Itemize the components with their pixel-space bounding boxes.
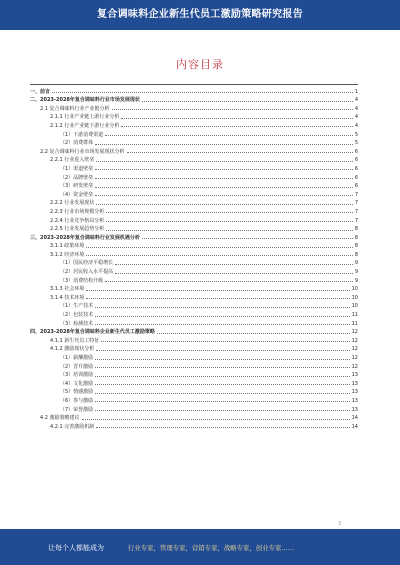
toc-leader-dots — [95, 187, 353, 188]
toc-entry-page: 13 — [351, 406, 358, 413]
toc-leader-dots — [95, 376, 349, 377]
toc-leader-dots — [106, 221, 353, 222]
toc-entry[interactable] — [30, 335, 358, 344]
toc-entry[interactable] — [30, 215, 358, 224]
toc-entry-page: 13 — [351, 389, 358, 396]
toc-leader-dots — [96, 427, 349, 428]
toc-entry-title: 2.2.3 行业市场规模分析 — [50, 208, 105, 215]
footer-roles: 行业专家，管理专家，营销专家，战略专家，创业专家…… — [128, 544, 295, 552]
toc-entry-page: 6 — [354, 183, 358, 190]
toc-leader-dots — [95, 367, 349, 368]
toc-entry[interactable] — [30, 395, 358, 404]
toc-entry-title: 3.1.3 社会环境 — [50, 286, 85, 293]
toc-entry-title: 2.1 复合调味料行业产业链分析 — [40, 105, 110, 112]
toc-leader-dots — [115, 273, 353, 274]
toc-entry[interactable] — [30, 361, 358, 370]
toc-entry-title: 2.2.1 行业进入壁垒 — [50, 157, 95, 164]
toc-leader-dots — [95, 169, 353, 170]
toc-entry-title: 三、2023-2028年复合调味料行业发展机遇分析 — [30, 234, 140, 241]
toc-entry-page: 14 — [351, 423, 358, 430]
toc-entry-page: 8 — [354, 226, 358, 233]
toc-leader-dots — [105, 281, 353, 282]
toc-entry-page: 7 — [354, 217, 358, 224]
toc-entry[interactable] — [30, 249, 358, 258]
toc-leader-dots — [95, 393, 349, 394]
toc-entry-title: 2.1.2 行业产业链下游行业分析 — [50, 122, 120, 129]
toc-entry[interactable] — [30, 301, 358, 310]
toc-entry[interactable] — [30, 86, 358, 95]
toc-entry-page: 6 — [354, 157, 358, 164]
toc-entry[interactable] — [30, 421, 358, 430]
toc-entry-title: （3）研发壁垒 — [60, 183, 94, 190]
toc-leader-dots — [95, 144, 353, 145]
toc-entry-title: （4）资金壁垒 — [60, 191, 94, 198]
toc-entry-title: （2）消费群体 — [60, 140, 94, 147]
toc-entry[interactable] — [30, 370, 358, 379]
toc-leader-dots — [101, 341, 349, 342]
footer-slogan: 让每个人都能成为 — [48, 544, 104, 552]
toc-entry-page: 4 — [354, 122, 358, 129]
toc-entry-page: 9 — [354, 277, 358, 284]
toc-leader-dots — [95, 178, 353, 179]
toc-entry-page: 12 — [351, 363, 358, 370]
toc-entry-title: 2.2 复合调味料行业市场发展现状分析 — [40, 148, 125, 155]
toc-leader-dots — [96, 350, 349, 351]
toc-entry-page: 11 — [351, 320, 358, 327]
toc-entry-title: （4）文化激励 — [60, 380, 94, 387]
toc-entry-title: 四、2023-2028年复合调味料企业新生代员工激励策略 — [30, 329, 155, 336]
toc-entry[interactable] — [30, 318, 358, 327]
toc-entry-page: 10 — [351, 303, 358, 310]
toc-entry[interactable] — [30, 284, 358, 293]
toc-entry-page: 8 — [354, 251, 358, 258]
toc-entry[interactable] — [30, 387, 358, 396]
toc-leader-dots — [52, 92, 353, 93]
toc-entry[interactable] — [30, 112, 358, 121]
toc-entry-page: 6 — [354, 148, 358, 155]
toc-entry[interactable] — [30, 155, 358, 164]
toc-entry-title: （2）包装技术 — [60, 312, 94, 319]
toc-entry[interactable] — [30, 103, 358, 112]
toc-entry-page: 10 — [351, 294, 358, 301]
toc-entry-title: （1）渠道壁垒 — [60, 165, 94, 172]
toc-entry[interactable] — [30, 172, 358, 181]
toc-entry-page: 12 — [351, 329, 358, 336]
toc-leader-dots — [112, 109, 353, 110]
page-number: 3 — [338, 521, 342, 527]
toc-entry[interactable] — [30, 258, 358, 267]
toc-leader-dots — [115, 264, 353, 265]
table-of-contents — [30, 86, 358, 430]
toc-leader-dots — [86, 298, 349, 299]
toc-entry-title: （1）生产技术 — [60, 303, 94, 310]
toc-entry[interactable] — [30, 275, 358, 284]
toc-entry-title: （5）情感激励 — [60, 389, 94, 396]
toc-entry[interactable] — [30, 189, 358, 198]
toc-entry-page: 6 — [354, 174, 358, 181]
toc-entry[interactable] — [30, 344, 358, 353]
toc-entry[interactable] — [30, 120, 358, 129]
toc-entry[interactable] — [30, 241, 358, 250]
toc-leader-dots — [96, 161, 353, 162]
toc-leader-dots — [82, 419, 350, 420]
toc-entry-page: 12 — [351, 355, 358, 361]
toc-entry[interactable] — [30, 404, 358, 413]
toc-entry-page: 11 — [351, 312, 358, 319]
toc-entry-title: 3.1.2 经济环境 — [50, 251, 85, 258]
toc-leader-dots — [127, 152, 353, 153]
toc-entry-title: 4.1.1 新生代员工特征 — [50, 337, 100, 344]
toc-leader-dots — [95, 384, 349, 385]
toc-entry[interactable] — [30, 327, 358, 336]
toc-entry-title: 2.2.5 行业发展趋势分析 — [50, 226, 105, 233]
toc-entry-page: 7 — [354, 208, 358, 215]
toc-entry[interactable] — [30, 378, 358, 387]
toc-entry-title: 3.1.1 政策环境 — [50, 243, 85, 250]
toc-entry-title: （6）参与激励 — [60, 397, 94, 404]
toc-leader-dots — [121, 126, 352, 127]
toc-entry-title: （3）检测技术 — [60, 320, 94, 327]
toc-entry-page: 12 — [351, 337, 358, 344]
toc-entry[interactable] — [30, 95, 358, 104]
toc-entry-page: 5 — [354, 140, 358, 147]
toc-entry[interactable] — [30, 138, 358, 147]
toc-entry-title: 3.1.4 技术环境 — [50, 294, 85, 301]
toc-top-rule — [30, 84, 358, 85]
toc-entry-page: 9 — [354, 260, 358, 267]
toc-entry-page: 7 — [354, 200, 358, 207]
toc-entry-page: 5 — [354, 131, 358, 138]
toc-entry-title: 4.2.1 完善激励机制 — [50, 423, 95, 430]
toc-leader-dots — [142, 101, 353, 102]
toc-entry-page: 14 — [351, 415, 358, 422]
toc-entry-page: 8 — [354, 234, 358, 241]
toc-leader-dots — [95, 359, 349, 360]
toc-entry-page: 1 — [354, 88, 358, 95]
toc-entry-page: 6 — [354, 165, 358, 172]
toc-entry-title: （1）薪酬激励 — [60, 355, 94, 361]
toc-entry-page: 4 — [354, 114, 358, 121]
toc-entry-title: （3）培训激励 — [60, 372, 94, 379]
toc-entry-title: （7）荣誉激励 — [60, 406, 94, 413]
toc-leader-dots — [95, 316, 349, 317]
toc-entry[interactable] — [30, 146, 358, 155]
toc-entry-page: 13 — [351, 380, 358, 387]
toc-entry-title: 二、2023-2028年复合调味料行业市场发展现状 — [30, 97, 140, 104]
toc-leader-dots — [95, 307, 349, 308]
toc-entry-title: （2）品牌壁垒 — [60, 174, 94, 181]
document-title: 复合调味料企业新生代员工激励策略研究报告 — [97, 9, 303, 20]
toc-entry-page: 4 — [354, 97, 358, 104]
toc-entry-title: 2.1.1 行业产业链上游行业分析 — [50, 114, 120, 121]
toc-entry-title: （2）居民收入水平提高 — [60, 269, 114, 276]
toc-leader-dots — [95, 410, 349, 411]
toc-leader-dots — [95, 324, 349, 325]
toc-leader-dots — [95, 195, 353, 196]
toc-entry-title: 2.2.2 行业发展现状 — [50, 200, 95, 207]
toc-leader-dots — [157, 333, 350, 334]
toc-entry[interactable] — [30, 163, 358, 172]
toc-entry-title: （2）晋升激励 — [60, 363, 94, 370]
toc-entry[interactable] — [30, 198, 358, 207]
toc-leader-dots — [121, 118, 352, 119]
toc-entry-title: 4.2 激励策略建议 — [40, 415, 80, 422]
toc-leader-dots — [96, 204, 353, 205]
toc-leader-dots — [86, 255, 353, 256]
toc-leader-dots — [106, 212, 353, 213]
toc-heading: 内容目录 — [176, 58, 224, 71]
toc-entry-title: 4.1.2 激励现状分析 — [50, 346, 95, 353]
toc-entry-page: 4 — [354, 105, 358, 112]
toc-entry-page: 8 — [354, 243, 358, 250]
toc-leader-dots — [86, 290, 349, 291]
toc-entry-title: （1）下游消费渠道 — [60, 131, 104, 138]
toc-entry[interactable] — [30, 232, 358, 241]
toc-entry-title: （1）国民经济平稳增长 — [60, 260, 114, 267]
toc-entry-title: 一、前言 — [30, 88, 51, 95]
toc-entry[interactable] — [30, 129, 358, 138]
toc-entry[interactable] — [30, 266, 358, 275]
toc-entry[interactable] — [30, 181, 358, 190]
toc-entry-page: 13 — [351, 397, 358, 404]
toc-entry-page: 13 — [351, 372, 358, 379]
toc-entry-page: 7 — [354, 191, 358, 198]
toc-entry[interactable] — [30, 224, 358, 233]
toc-entry-title: （3）消费结构升级 — [60, 277, 104, 284]
toc-leader-dots — [86, 247, 353, 248]
toc-leader-dots — [95, 401, 349, 402]
toc-entry[interactable] — [30, 413, 358, 422]
toc-entry[interactable] — [30, 309, 358, 318]
toc-leader-dots — [105, 135, 353, 136]
toc-entry[interactable] — [30, 292, 358, 301]
toc-entry-page: 9 — [354, 269, 358, 276]
toc-leader-dots — [142, 238, 353, 239]
toc-leader-dots — [106, 230, 353, 231]
toc-entry[interactable] — [30, 206, 358, 215]
toc-entry-page: 10 — [351, 286, 358, 293]
toc-entry-page: 12 — [351, 346, 358, 353]
toc-entry-title: 2.2.4 行业竞争格局分析 — [50, 217, 105, 224]
toc-entry[interactable] — [30, 352, 358, 361]
